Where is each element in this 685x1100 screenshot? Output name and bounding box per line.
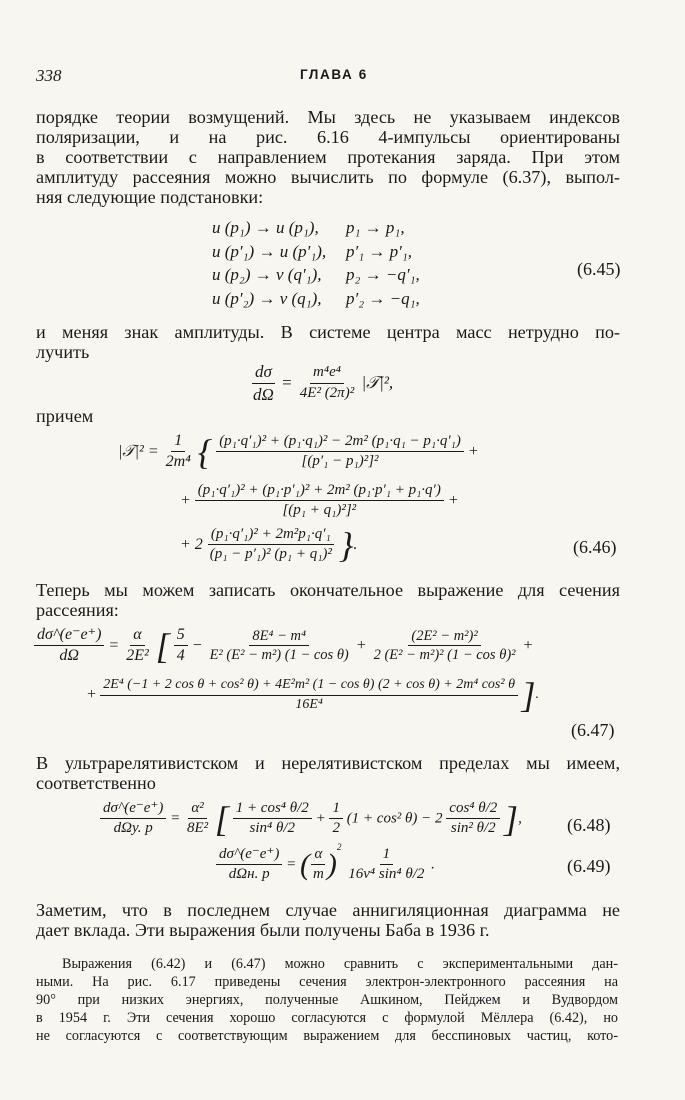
paragraph-3 bbox=[36, 580, 620, 620]
equation-646-line3: + 2 $\frac{\text{(p₁·q′₁)² + 2m²p₁·q′₁}}{\text{(p₁ − p′₁)² (p₁ + q₁)²}}$ }. bbox=[180, 524, 358, 565]
equation-647-line1: $\frac{d\sigma\^{}(e^-e^+)}{d\Omega}$ = $\frac{\alpha}{\text{2E²}}$ [ $\frac{5}{4}$ − $\frac{\text{8E⁴ − m⁴}}{\text{E² (E² − m²) (1 − cos θ)}}$ + $\frac{\text{(2E² − m²)²}}{\text{2 (E² − m²)² (1 − cos θ)²}}$ + bbox=[34, 626, 533, 666]
footnote-line: Выражения (6.42) и (6.47) можно сравнить с экспериментальными дан- bbox=[62, 956, 618, 972]
equation-649: dσ^(e⁻e⁺) dΩн. р = ( $\frac{\alpha}{m}$ )$^2$ $\frac{1}{\text{16v⁴ sin⁴ θ/2}}$ . bbox=[216, 846, 435, 884]
text-line: няя следующие подстановки: bbox=[36, 187, 264, 207]
text-line: Теперь мы можем записать окончательное выражение для сечения bbox=[36, 580, 620, 600]
equation-cross-section: $\frac{d\sigma}{d\Omega}$ = $\frac{\text{m⁴e⁴}}{\text{4E² (2π)²}}$ |𝒯|², bbox=[253, 362, 394, 404]
footnote-line: не согласуются с соответствующим выражением для бесспиновых частиц, кото- bbox=[36, 1028, 618, 1044]
substitution-row: u (p₁) → u (p₁), p₁ → p₁, bbox=[212, 218, 405, 237]
text-line: дает вклада. Эти выражения были получены Баба в 1936 г. bbox=[36, 920, 490, 940]
text-line: амплитуду рассеяния можно вычислить по формуле (6.37), выпол- bbox=[36, 167, 620, 187]
paragraph-5 bbox=[36, 900, 620, 940]
text-line: поляризации, и на рис. 6.16 4-импульсы ориентированы bbox=[36, 127, 620, 147]
equation-number: (6.49) bbox=[567, 856, 611, 876]
text-line: порядке теории возмущений. Мы здесь не указываем индексов bbox=[36, 107, 620, 127]
substitution-row: u (p′₂) → v (q₁), p′₂ → −q₁, bbox=[212, 288, 420, 308]
equation-number: (6.46) bbox=[573, 537, 617, 557]
text-line: лучить bbox=[36, 342, 90, 362]
footnote-line: 90° при низких энергиях, полученные Ашкином, Пейджем и Вудвордом bbox=[36, 992, 618, 1008]
text-line: соответственно bbox=[36, 773, 156, 793]
text-line: в соответствии с направлением протекания заряда. При этом bbox=[36, 147, 620, 167]
substitution-row: u (p₂) → v (q′₁), p₂ → −q′₁, bbox=[212, 265, 420, 284]
equation-646-line1: |𝒯|² = $\frac{1}{\text{2m⁴}}$ { $\frac{\text{(p₁·q′₁)² + (p₁·q₁)² − 2m² (p₁·q₁ − p₁·q′₁)}}{\text{[(p′₁ − p₁)²]²}}$ + bbox=[118, 431, 479, 472]
equation-number: (6.45) bbox=[577, 259, 621, 279]
paragraph-1 bbox=[36, 107, 620, 207]
equation-number: (6.47) bbox=[571, 720, 615, 740]
substitution-block bbox=[212, 216, 420, 310]
equation-646-line2: + $\frac{\text{(p₁·q′₁)² + (p₁·p′₁)² + 2m² (p₁·p′₁ + p₁·q′)}}{\text{[(p₁ + q₁)²]²}}$ + bbox=[180, 482, 459, 519]
text-line: и меняя знак амплитуды. В системе центра масс нетрудно по- bbox=[36, 322, 620, 342]
equation-648: dσ^(e⁻e⁺) dΩу. р = $\frac{\text{α²}}{\text{8E²}}$ [ $\frac{\text{1 + cos⁴ θ/2}}{\text{sin⁴ θ/2}}$ + $\frac{1}{2}$ (1 + cos² θ) − 2 $\frac{\text{cos⁴ θ/2}}{\text{sin² θ/2}}$ ], bbox=[100, 800, 522, 838]
text-line: Заметим, что в последнем случае аннигиляционная диаграмма не bbox=[36, 900, 620, 920]
paragraph-4 bbox=[36, 753, 620, 793]
equation-number: (6.48) bbox=[567, 815, 611, 835]
footnote-line: ными. На рис. 6.17 приведены сечения электрон-электронного рассеяния на bbox=[36, 974, 618, 990]
footnote bbox=[36, 955, 618, 1045]
page-number: 338 bbox=[36, 66, 62, 85]
footnote-line: в 1954 г. Эти сечения хорошо согласуются с формулой Мёллера (6.42), но bbox=[36, 1010, 618, 1026]
equation-647-line2: + 2E⁴ (−1 + 2 cos θ + cos² θ) + 4E²m² (1 − cos θ) (2 + cos θ) + 2m⁴ cos² θ 16E⁴ ]. bbox=[86, 675, 539, 715]
substitution-row: u (p′₁) → u (p′₁), p′₁ → p′₁, bbox=[212, 241, 413, 261]
text-line: рассеяния: bbox=[36, 600, 119, 620]
chapter-title: ГЛАВА 6 bbox=[300, 67, 368, 82]
word-prichem: причем bbox=[36, 406, 94, 426]
paragraph-2 bbox=[36, 322, 620, 362]
text-line: В ультрарелятивистском и нерелятивистском пределах мы имеем, bbox=[36, 753, 620, 773]
